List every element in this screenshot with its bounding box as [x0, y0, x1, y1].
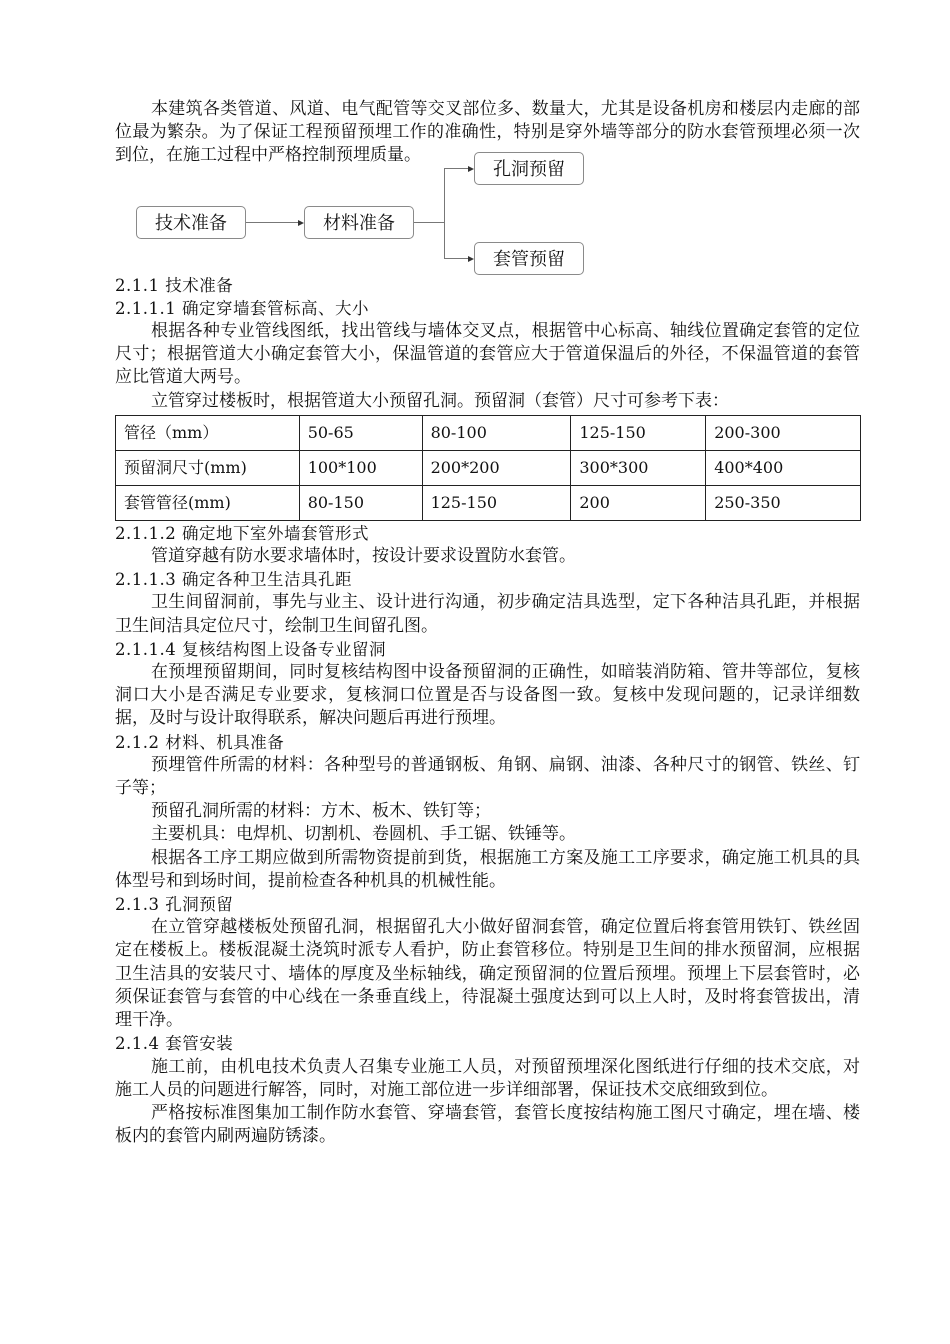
intro-paragraph: 本建筑各类管道、风道、电气配管等交叉部位多、数量大，尤其是设备机房和楼层内走廊的部位最为繁杂。为了保证工程预留预埋工作的准确性，特别是穿外墙等部分的防水套管预埋必须一次到位，在施工过程中严格控制预埋质量。 — [115, 99, 860, 166]
table-row — [116, 485, 861, 520]
table-cell: 125-150 — [571, 415, 706, 450]
section-2-1-1-4-paragraph: 在预埋预留期间，同时复核结构图中设备预留洞的正确性，如暗装消防箱、管井等部位，复核洞口大小是否满足专业要求，复核洞口位置是否与设备图一致。复核中发现问题的，记录详细数据，及时与设计取得联系，解决问题后再进行预埋。 — [115, 662, 860, 729]
section-2-1-1-2-heading: 2.1.1.2 确定地下室外墙套管形式 — [115, 523, 369, 543]
flow-box-material-prep: 材料准备 — [304, 206, 414, 239]
process-flow-diagram — [115, 158, 860, 274]
section-2-1-2-paragraph-4: 根据各工序工期应做到所需物资提前到货，根据施工方案及施工工序要求，确定施工机具的具体型号和到场时间，提前检查各种机具的机械性能。 — [115, 847, 860, 891]
flow-connector-2 — [414, 222, 444, 223]
flow-branch-bottom — [444, 258, 468, 259]
section-2-1-1-1-paragraph-1: 根据各种专业管线图纸，找出管线与墙体交叉点，根据管中心标高、轴线位置确定套管的定位尺寸；根据管道大小确定套管大小，保温管道的套管应大于管道保温后的外径，不保温管道的套管应比管道大两号。 — [115, 321, 860, 388]
table-cell: 80-100 — [422, 415, 571, 450]
section-2-1-2-paragraph-2: 预留孔洞所需的材料：方木、板木、铁钉等； — [151, 801, 491, 822]
section-2-1-3-paragraph: 在立管穿越楼板处预留孔洞，根据留孔大小做好留洞套管，确定位置后将套管用铁钉、铁丝固定在楼板上。楼板混凝土浇筑时派专人看护，防止套管移位。特别是卫生间的排水预留洞，应根据卫生洁具的安装尺寸、墙体的厚度及坐标轴线，确定预留洞的位置后预埋。预埋上下层套管时，必须保证套管与套管的中心线在一条垂直线上，待混凝土强度达到可以上人时，及时将套管拔出，清理干净。 — [115, 917, 860, 1031]
table-cell: 200 — [571, 485, 706, 520]
section-2-1-1-4-heading: 2.1.1.4 复核结构图上设备专业留洞 — [115, 639, 386, 659]
table-cell: 套管管径(mm) — [116, 485, 300, 520]
section-2-1-1-3-paragraph: 卫生间留洞前，事先与业主、设计进行沟通，初步确定洁具选型，定下各种洁具孔距，并根据卫生间洁具定位尺寸，绘制卫生间留孔图。 — [115, 592, 860, 636]
section-2-1-4-paragraph-1: 施工前，由机电技术负责人召集专业施工人员，对预留预埋深化图纸进行仔细的技术交底，对施工人员的问题进行解答，同时，对施工部位进一步详细部署，保证技术交底细致到位。 — [115, 1056, 860, 1100]
table-cell: 125-150 — [422, 485, 571, 520]
section-2-1-2-paragraph-3: 主要机具：电焊机、切割机、卷圆机、手工锯、铁锤等。 — [151, 824, 576, 845]
table-cell: 50-65 — [299, 415, 422, 450]
section-2-1-2-paragraph-1: 预埋管件所需的材料：各种型号的普通钢板、角钢、扁钢、油漆、各种尺寸的钢管、铁丝、钉子等； — [115, 754, 860, 799]
section-2-1-1-1-paragraph-2: 立管穿过楼板时，根据管道大小预留孔洞。预留洞（套管）尺寸可参考下表： — [151, 390, 729, 411]
table-cell: 250-350 — [706, 485, 861, 520]
section-2-1-1-2-paragraph: 管道穿越有防水要求墙体时，按设计要求设置防水套管。 — [151, 546, 576, 567]
flow-box-sleeve-reservation: 套管预留 — [474, 242, 584, 275]
section-2-1-3-heading: 2.1.3 孔洞预留 — [115, 895, 234, 915]
table-cell: 400*400 — [706, 450, 861, 485]
table-cell: 200-300 — [706, 415, 861, 450]
section-2-1-2-heading: 2.1.2 材料、机具准备 — [115, 732, 285, 752]
document-content — [115, 98, 860, 1148]
flow-branch-vertical — [444, 168, 445, 258]
table-cell: 管径（mm） — [116, 415, 300, 450]
flow-branch-top — [444, 168, 468, 169]
section-2-1-1-1-heading: 2.1.1.1 确定穿墙套管标高、大小 — [115, 298, 369, 318]
table-cell: 100*100 — [299, 450, 422, 485]
table-cell: 预留洞尺寸(mm) — [116, 450, 300, 485]
table-row — [116, 415, 861, 450]
section-2-1-1-3-heading: 2.1.1.3 确定各种卫生洁具孔距 — [115, 570, 352, 590]
flow-box-hole-reservation: 孔洞预留 — [474, 152, 584, 185]
table-cell: 80-150 — [299, 485, 422, 520]
table-cell: 300*300 — [571, 450, 706, 485]
section-2-1-1-heading: 2.1.1 技术准备 — [115, 275, 234, 295]
table-row — [116, 450, 861, 485]
reserved-hole-size-table — [115, 415, 861, 521]
section-2-1-4-paragraph-2: 严格按标准图集加工制作防水套管、穿墙套管，套管长度按结构施工图尺寸确定，埋在墙、楼板内的套管内刷两遍防锈漆。 — [115, 1102, 860, 1147]
table-cell: 200*200 — [422, 450, 571, 485]
section-2-1-4-heading: 2.1.4 套管安装 — [115, 1034, 234, 1054]
flow-box-technical-prep: 技术准备 — [136, 206, 246, 239]
flow-connector-1 — [246, 222, 298, 223]
